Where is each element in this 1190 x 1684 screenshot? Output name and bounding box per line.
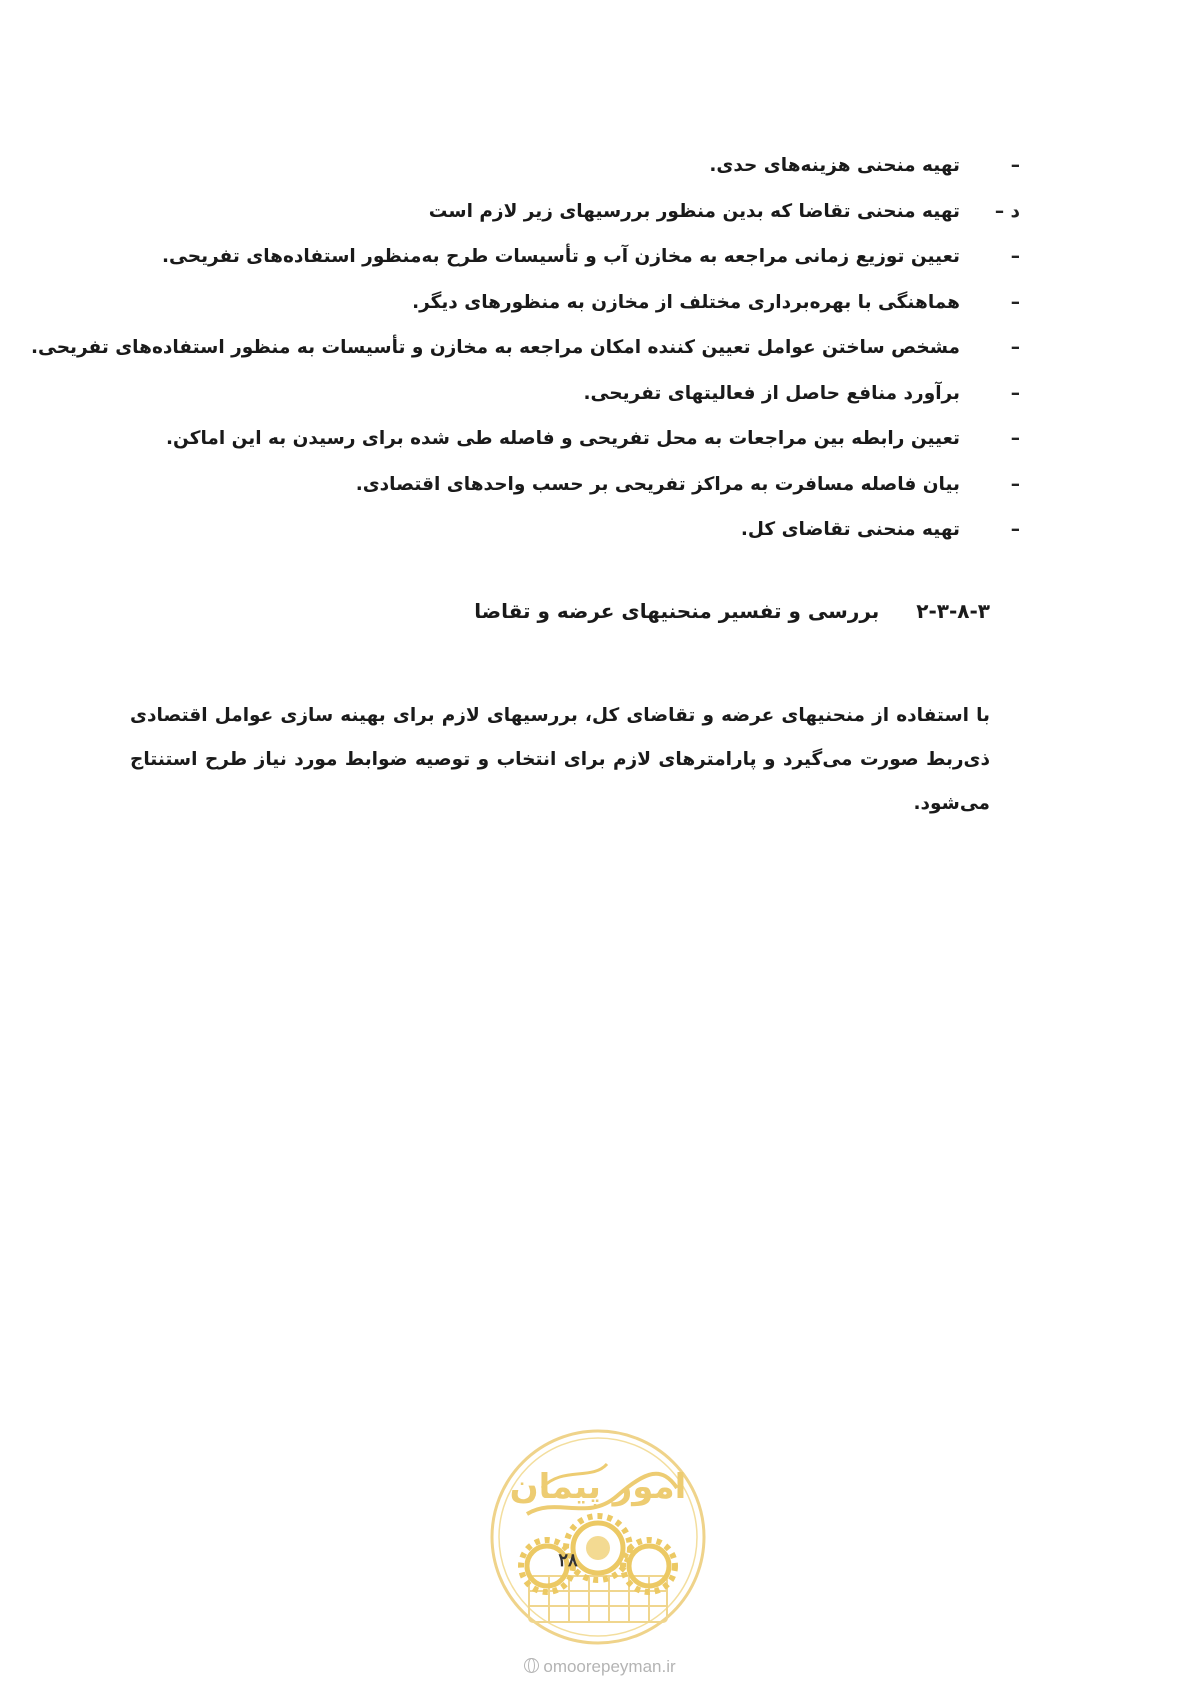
list-item-text: تعیین رابطه بین مراجعات به محل تفریحی و فاصله طی شده برای رسیدن به این اماکن. <box>166 428 960 449</box>
list-marker: د – <box>994 200 1020 222</box>
list-item <box>100 192 1020 238</box>
list-marker: – <box>1010 291 1020 313</box>
globe-icon <box>524 1658 539 1673</box>
body-paragraph: با استفاده از منحنیهای عرضه و تقاضای کل، بررسیهای لازم برای بهینه سازی عوامل اقتصادی ذی‌ربط صورت می‌گیرد و پارامترهای لازم برای انتخاب و توصیه ضوابط مورد نیاز طرح استنتاج می‌شود. <box>130 705 990 814</box>
section-heading <box>474 599 990 623</box>
list-item-text: برآورد منافع حاصل از فعالیتهای تفریحی. <box>583 382 960 404</box>
list-item <box>100 419 1020 465</box>
list-item-text: تهیه منحنی تقاضا که بدین منظور بررسیهای زیر لازم است <box>428 200 960 222</box>
list-item-text: بیان فاصله مسافرت به مراکز تفریحی بر حسب واحدهای اقتصادی. <box>355 473 960 495</box>
list-marker: – <box>1010 519 1020 540</box>
list-item-text: تهیه منحنی تقاضای کل. <box>740 519 960 540</box>
list-item-text: هماهنگی با بهره‌برداری مختلف از مخازن به منظورهای دیگر. <box>412 291 960 313</box>
list-marker: – <box>1010 428 1020 449</box>
list-item-text: تهیه منحنی هزینه‌های حدی. <box>709 155 960 176</box>
list-item <box>30 328 1020 374</box>
section-number: ۲-۳-۸-۳ <box>916 599 990 623</box>
list-item <box>100 510 1020 556</box>
watermark-url <box>490 1656 710 1678</box>
section-title: بررسی و تفسیر منحنیهای عرضه و تقاضا <box>474 599 880 623</box>
list-marker: – <box>1010 382 1020 404</box>
logo-calligraphy: امور پیمان <box>509 1467 687 1507</box>
list-marker: – <box>1010 246 1020 267</box>
page-number: ۲۸ <box>558 1550 578 1571</box>
watermark-logo <box>487 1426 709 1648</box>
list-marker: – <box>1010 155 1020 176</box>
watermark-text: omoorepeyman.ir <box>543 1657 676 1676</box>
list-item-text: تعیین توزیع زمانی مراجعه به مخازن آب و تأسیسات طرح به‌منظور استفاده‌های تفریحی. <box>162 246 960 267</box>
list-item <box>100 465 1020 511</box>
list-item <box>100 146 1020 192</box>
list-item <box>100 374 1020 420</box>
list-item <box>100 237 1020 283</box>
list-item-text: مشخص ساختن عوامل تعیین کننده امکان مراجعه به مخازن و تأسیسات به منظور استفاده‌های تفریحی. <box>30 337 960 358</box>
bullet-list <box>30 146 1020 556</box>
list-marker: – <box>1010 337 1020 358</box>
list-marker: – <box>1010 473 1020 495</box>
list-item <box>100 283 1020 329</box>
